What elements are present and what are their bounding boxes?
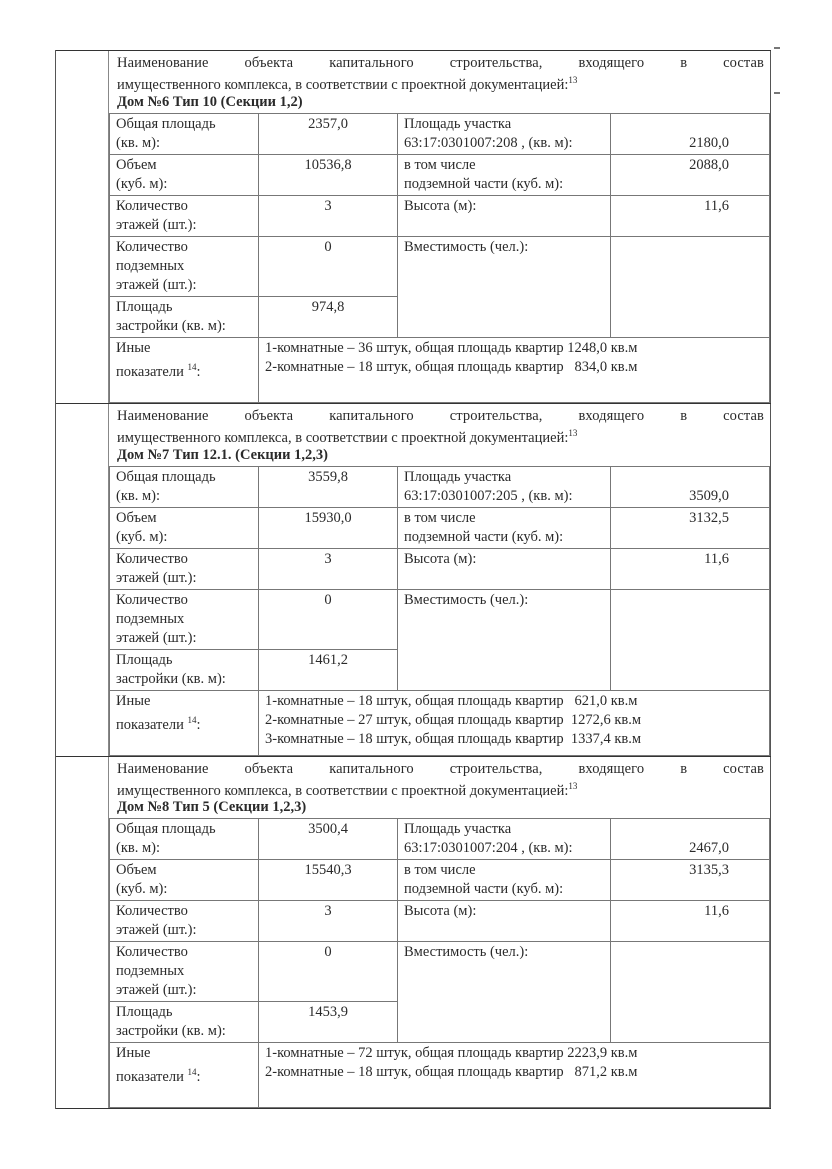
scan-artifact bbox=[774, 47, 780, 49]
volume-label: Объем (куб. м): bbox=[110, 860, 259, 901]
height-label: Высота (м): bbox=[398, 548, 611, 589]
apartment-summary-line: 1-комнатные – 36 штук, общая площадь квартир 1248,0 кв.м bbox=[265, 339, 638, 356]
other-indicators-value bbox=[259, 337, 770, 402]
underground-volume-value: 3132,5 bbox=[611, 507, 770, 548]
volume-label: Объем (куб. м): bbox=[110, 507, 259, 548]
house-title: Дом №8 Тип 5 (Секции 1,2,3) bbox=[117, 799, 307, 816]
footnote-13: 13 bbox=[568, 427, 578, 438]
heading-line-1: Наименование объекта капитального строительства, входящего в состав bbox=[117, 55, 764, 71]
apartment-summary-line: 1-комнатные – 18 штук, общая площадь квартир 621,0 кв.м bbox=[265, 692, 638, 709]
house-content bbox=[109, 404, 771, 756]
heading-line-2: имущественного комплекса, в соответствии с проектной документацией:$^{13}$ bbox=[117, 427, 578, 446]
object-heading bbox=[109, 51, 770, 113]
house-title: Дом №6 Тип 10 (Секции 1,2) bbox=[117, 93, 303, 110]
underground-floors-label: Количество подземных этажей (шт.): bbox=[110, 589, 259, 649]
building-area-value: 1453,9 bbox=[259, 1002, 398, 1043]
underground-floors-value: 0 bbox=[259, 236, 398, 296]
document-table bbox=[55, 50, 771, 1109]
volume-value: 10536,8 bbox=[259, 154, 398, 195]
footnote-13: 13 bbox=[568, 780, 578, 791]
underground-volume-value: 2088,0 bbox=[611, 154, 770, 195]
building-area-label: Площадь застройки (кв. м): bbox=[110, 296, 259, 337]
left-blank-column bbox=[56, 757, 109, 1109]
height-label: Высота (м): bbox=[398, 195, 611, 236]
object-heading bbox=[109, 757, 770, 819]
other-indicators-value bbox=[259, 1043, 770, 1108]
underground-floors-label: Количество подземных этажей (шт.): bbox=[110, 236, 259, 296]
volume-label: Объем (куб. м): bbox=[110, 154, 259, 195]
plot-area-value: 2467,0 bbox=[611, 819, 770, 860]
total-area-value: 3559,8 bbox=[259, 466, 398, 507]
capacity-value bbox=[611, 589, 770, 690]
capacity-value bbox=[611, 942, 770, 1043]
apartment-summary-line: 1-комнатные – 72 штук, общая площадь квартир 2223,9 кв.м bbox=[265, 1045, 638, 1062]
height-value: 11,6 bbox=[611, 195, 770, 236]
house-block bbox=[56, 756, 771, 1110]
total-area-label: Общая площадь (кв. м): bbox=[110, 819, 259, 860]
volume-value: 15540,3 bbox=[259, 860, 398, 901]
height-label: Высота (м): bbox=[398, 901, 611, 942]
house-block bbox=[56, 50, 771, 403]
floors-label: Количество этажей (шт.): bbox=[110, 901, 259, 942]
underground-volume-label: в том числе подземной части (куб. м): bbox=[398, 507, 611, 548]
plot-area-label: Площадь участка 63:17:0301007:208 , (кв. м): bbox=[398, 113, 611, 154]
house-content bbox=[109, 757, 771, 1109]
heading-line-1: Наименование объекта капитального строительства, входящего в состав bbox=[117, 760, 764, 777]
floors-value: 3 bbox=[259, 901, 398, 942]
capacity-label: Вместимость (чел.): bbox=[398, 236, 611, 337]
footnote-14: 14 bbox=[187, 1067, 197, 1078]
total-area-label: Общая площадь (кв. м): bbox=[110, 466, 259, 507]
underground-floors-label: Количество подземных этажей (шт.): bbox=[110, 942, 259, 1002]
plot-area-label: Площадь участка 63:17:0301007:205 , (кв. м): bbox=[398, 466, 611, 507]
height-value: 11,6 bbox=[611, 901, 770, 942]
house-block bbox=[56, 403, 771, 756]
house-parameters-table bbox=[109, 113, 770, 403]
plot-cadastral-number: 63:17:0301007:204 bbox=[404, 840, 518, 857]
apartment-summary-line: 3-комнатные – 18 штук, общая площадь квартир 1337,4 кв.м bbox=[265, 730, 642, 747]
volume-value: 15930,0 bbox=[259, 507, 398, 548]
floors-value: 3 bbox=[259, 548, 398, 589]
plot-area-value: 2180,0 bbox=[611, 113, 770, 154]
house-parameters-table bbox=[109, 818, 770, 1108]
left-blank-column bbox=[56, 51, 109, 403]
total-area-value: 3500,4 bbox=[259, 819, 398, 860]
total-area-label: Общая площадь (кв. м): bbox=[110, 113, 259, 154]
underground-floors-value: 0 bbox=[259, 589, 398, 649]
height-value: 11,6 bbox=[611, 548, 770, 589]
building-area-value: 974,8 bbox=[259, 296, 398, 337]
other-indicators-label: Иные показатели $^{14}$: bbox=[110, 690, 259, 755]
building-area-label: Площадь застройки (кв. м): bbox=[110, 649, 259, 690]
building-area-value: 1461,2 bbox=[259, 649, 398, 690]
plot-cadastral-number: 63:17:0301007:208 bbox=[404, 134, 518, 151]
capacity-label: Вместимость (чел.): bbox=[398, 942, 611, 1043]
footnote-13: 13 bbox=[568, 75, 578, 85]
plot-area-value: 3509,0 bbox=[611, 466, 770, 507]
left-blank-column bbox=[56, 404, 109, 756]
heading-line-2: имущественного комплекса, в соответствии с проектной документацией:$^{13}$ bbox=[117, 780, 578, 799]
house-content bbox=[109, 51, 771, 403]
house-parameters-table bbox=[109, 466, 770, 756]
other-indicators-label: Иные показатели $^{14}$: bbox=[110, 1043, 259, 1108]
other-indicators-value bbox=[259, 690, 770, 755]
heading-line-2: имущественного комплекса, в соответствии с проектной документацией:$^{13}$ bbox=[117, 75, 578, 93]
heading-line-1: Наименование объекта капитального строительства, входящего в состав bbox=[117, 407, 764, 424]
object-heading bbox=[109, 404, 770, 466]
underground-floors-value: 0 bbox=[259, 942, 398, 1002]
footnote-14: 14 bbox=[187, 361, 197, 372]
footnote-14: 14 bbox=[187, 714, 197, 725]
capacity-value bbox=[611, 236, 770, 337]
apartment-summary-line: 2-комнатные – 18 штук, общая площадь квартир 834,0 кв.м bbox=[265, 358, 638, 375]
capacity-label: Вместимость (чел.): bbox=[398, 589, 611, 690]
underground-volume-label: в том числе подземной части (куб. м): bbox=[398, 860, 611, 901]
floors-value: 3 bbox=[259, 195, 398, 236]
floors-label: Количество этажей (шт.): bbox=[110, 548, 259, 589]
apartment-summary-line: 2-комнатные – 27 штук, общая площадь квартир 1272,6 кв.м bbox=[265, 711, 642, 728]
plot-cadastral-number: 63:17:0301007:205 bbox=[404, 487, 518, 504]
house-title: Дом №7 Тип 12.1. (Секции 1,2,3) bbox=[117, 446, 328, 463]
building-area-label: Площадь застройки (кв. м): bbox=[110, 1002, 259, 1043]
underground-volume-value: 3135,3 bbox=[611, 860, 770, 901]
total-area-value: 2357,0 bbox=[259, 113, 398, 154]
apartment-summary-line: 2-комнатные – 18 штук, общая площадь квартир 871,2 кв.м bbox=[265, 1064, 638, 1081]
scan-artifact bbox=[774, 92, 780, 94]
other-indicators-label: Иные показатели $^{14}$: bbox=[110, 337, 259, 402]
floors-label: Количество этажей (шт.): bbox=[110, 195, 259, 236]
underground-volume-label: в том числе подземной части (куб. м): bbox=[398, 154, 611, 195]
plot-area-label: Площадь участка 63:17:0301007:204 , (кв. м): bbox=[398, 819, 611, 860]
